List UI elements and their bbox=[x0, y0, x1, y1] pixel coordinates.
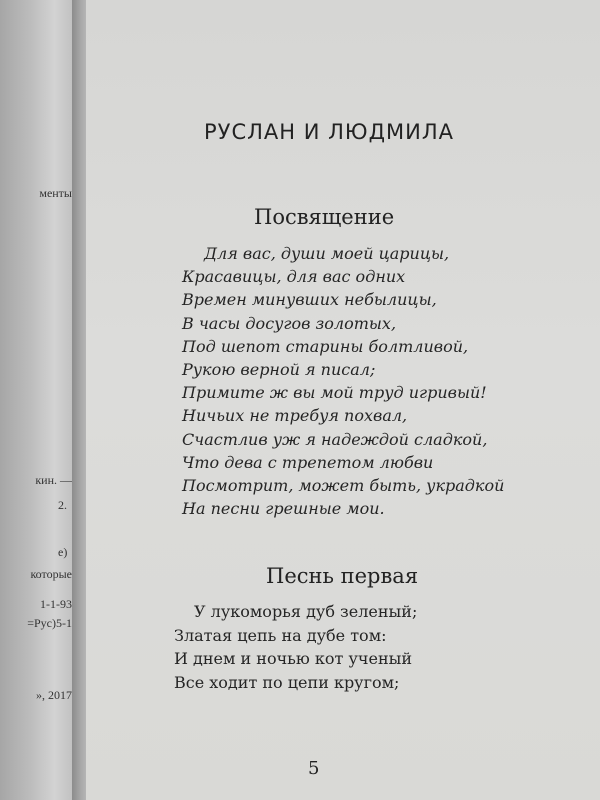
verse-line: Для вас, души моей царицы, bbox=[204, 244, 450, 263]
verse-line: И днем и ночью кот ученый bbox=[174, 649, 412, 668]
left-page-fragment: », 2017 bbox=[36, 688, 72, 702]
verse-line: Златая цепь на дубе том: bbox=[174, 625, 387, 645]
left-page-fragment: 1-1-93 bbox=[40, 597, 72, 611]
page-number: 5 bbox=[308, 758, 320, 779]
verse-line: У лукоморья дуб зеленый; bbox=[194, 602, 418, 621]
canto-verse bbox=[174, 600, 417, 694]
verse-line: Посмотрит, может быть, украдкой bbox=[182, 476, 505, 496]
canto-heading: Песнь первая bbox=[266, 564, 419, 588]
left-page-fragment: 2. bbox=[58, 498, 67, 512]
verse-line: Времен минувших небылицы, bbox=[182, 290, 437, 310]
left-page-fragment: менты bbox=[39, 186, 72, 200]
verse-line: Что дева с трепетом любви bbox=[182, 452, 434, 472]
dedication-heading: Посвящение bbox=[254, 205, 395, 229]
verse-line: В часы досугов золотых, bbox=[182, 313, 397, 333]
dedication-verse bbox=[182, 242, 504, 520]
verse-line: Красавицы, для вас одних bbox=[182, 267, 406, 287]
verse-line: Рукою верной я писал; bbox=[182, 360, 376, 380]
left-page-fragment: =Рус)5-1 bbox=[27, 616, 72, 630]
verse-line: Все ходит по цепи кругом; bbox=[174, 672, 400, 692]
verse-line: Примите ж вы мой труд игривый! bbox=[182, 383, 487, 403]
verse-line: На песни грешные мои. bbox=[182, 499, 385, 519]
left-page-fragment: е) bbox=[58, 545, 68, 559]
left-page-fragment: кин. — bbox=[35, 473, 72, 487]
left-page bbox=[0, 0, 78, 800]
right-page bbox=[86, 0, 600, 800]
verse-line: Под шепот старины болтливой, bbox=[182, 336, 469, 356]
left-page-fragment: которые bbox=[30, 567, 72, 581]
poem-title: РУСЛАН И ЛЮДМИЛА bbox=[204, 120, 454, 144]
verse-line: Счастлив уж я надеждой сладкой, bbox=[182, 429, 488, 449]
verse-line: Ничьих не требуя похвал, bbox=[182, 406, 408, 426]
